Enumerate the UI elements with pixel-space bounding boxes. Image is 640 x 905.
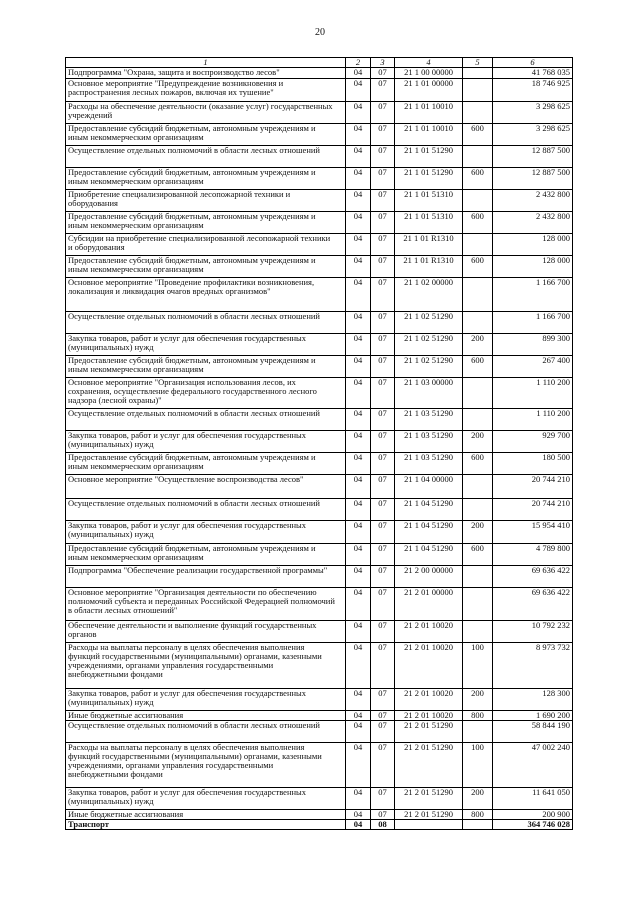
target-article-cell: 21 1 01 10010 xyxy=(395,102,463,124)
column-number-1: 1 xyxy=(66,58,346,68)
subsection-code-cell: 07 xyxy=(371,124,395,146)
expense-type-cell xyxy=(463,409,493,431)
target-article-cell: 21 1 04 51290 xyxy=(395,521,463,544)
amount-cell: 929 700 xyxy=(493,431,573,453)
table-row xyxy=(66,721,573,743)
subsection-code-cell: 07 xyxy=(371,743,395,788)
subsection-code-cell: 07 xyxy=(371,689,395,711)
target-article-cell: 21 1 02 51290 xyxy=(395,334,463,356)
section-code-cell: 04 xyxy=(346,521,371,544)
subsection-code-cell: 07 xyxy=(371,475,395,499)
target-article-cell: 21 1 04 00000 xyxy=(395,475,463,499)
section-code-cell: 04 xyxy=(346,409,371,431)
target-article-cell: 21 1 01 R1310 xyxy=(395,256,463,278)
section-code-cell: 04 xyxy=(346,312,371,334)
table-row xyxy=(66,431,573,453)
target-article-cell xyxy=(395,820,463,830)
subsection-code-cell: 07 xyxy=(371,453,395,475)
amount-cell: 1 110 200 xyxy=(493,409,573,431)
subsection-code-cell: 07 xyxy=(371,721,395,743)
amount-cell: 1 110 200 xyxy=(493,378,573,409)
section-code-cell: 04 xyxy=(346,234,371,256)
subsection-code-cell: 07 xyxy=(371,234,395,256)
expense-name-cell: Предоставление субсидий бюджетным, автономным учреждениям и иным некоммерческим организациям xyxy=(66,124,346,146)
amount-cell: 267 400 xyxy=(493,356,573,378)
table-header-row xyxy=(66,58,573,68)
table-row xyxy=(66,234,573,256)
amount-cell: 69 636 422 xyxy=(493,566,573,588)
amount-cell: 2 432 800 xyxy=(493,212,573,234)
expense-type-cell: 600 xyxy=(463,212,493,234)
amount-cell: 128 000 xyxy=(493,256,573,278)
column-number-4: 4 xyxy=(395,58,463,68)
expense-type-cell xyxy=(463,721,493,743)
section-code-cell: 04 xyxy=(346,278,371,312)
target-article-cell: 21 2 01 51290 xyxy=(395,743,463,788)
subsection-code-cell: 07 xyxy=(371,521,395,544)
subsection-code-cell: 07 xyxy=(371,431,395,453)
amount-cell: 4 789 800 xyxy=(493,544,573,566)
column-number-2: 2 xyxy=(346,58,371,68)
subsection-code-cell: 08 xyxy=(371,820,395,830)
target-article-cell: 21 1 01 10010 xyxy=(395,124,463,146)
subsection-code-cell: 07 xyxy=(371,256,395,278)
table-row xyxy=(66,334,573,356)
expense-name-cell: Транспорт xyxy=(66,820,346,830)
subsection-code-cell: 07 xyxy=(371,312,395,334)
expense-name-cell: Основное мероприятие "Организация использования лесов, их сохранения, осуществление федерального государственного лесного надзора (лесной охраны)" xyxy=(66,378,346,409)
budget-table xyxy=(65,57,573,830)
expense-name-cell: Основное мероприятие "Осуществление воспроизводства лесов" xyxy=(66,475,346,499)
subsection-code-cell: 07 xyxy=(371,68,395,79)
table-row xyxy=(66,544,573,566)
expense-type-cell: 200 xyxy=(463,521,493,544)
amount-cell: 3 298 625 xyxy=(493,102,573,124)
table-row xyxy=(66,356,573,378)
subsection-code-cell: 07 xyxy=(371,102,395,124)
table-row xyxy=(66,312,573,334)
expense-type-cell: 200 xyxy=(463,689,493,711)
target-article-cell: 21 2 01 10020 xyxy=(395,711,463,721)
section-code-cell: 04 xyxy=(346,711,371,721)
table-row xyxy=(66,256,573,278)
section-code-cell: 04 xyxy=(346,212,371,234)
table-row xyxy=(66,68,573,79)
table-row xyxy=(66,588,573,621)
amount-cell: 58 844 190 xyxy=(493,721,573,743)
table-row xyxy=(66,788,573,810)
expense-type-cell xyxy=(463,499,493,521)
expense-type-cell: 200 xyxy=(463,788,493,810)
expense-name-cell: Предоставление субсидий бюджетным, автономным учреждениям и иным некоммерческим организациям xyxy=(66,168,346,190)
expense-name-cell: Субсидии на приобретение специализированной лесопожарной техники и оборудования xyxy=(66,234,346,256)
table-row xyxy=(66,521,573,544)
expense-type-cell: 100 xyxy=(463,743,493,788)
table-row xyxy=(66,124,573,146)
amount-cell: 8 973 732 xyxy=(493,643,573,689)
section-code-cell: 04 xyxy=(346,588,371,621)
target-article-cell: 21 1 01 51310 xyxy=(395,190,463,212)
target-article-cell: 21 2 01 51290 xyxy=(395,810,463,820)
expense-name-cell: Закупка товаров, работ и услуг для обеспечения государственных (муниципальных) нужд xyxy=(66,431,346,453)
section-code-cell: 04 xyxy=(346,788,371,810)
expense-type-cell xyxy=(463,621,493,643)
target-article-cell: 21 1 03 51290 xyxy=(395,409,463,431)
amount-cell: 12 887 500 xyxy=(493,168,573,190)
amount-cell: 20 744 210 xyxy=(493,475,573,499)
amount-cell: 15 954 410 xyxy=(493,521,573,544)
subsection-code-cell: 07 xyxy=(371,643,395,689)
target-article-cell: 21 1 01 R1310 xyxy=(395,234,463,256)
table-row xyxy=(66,212,573,234)
subsection-code-cell: 07 xyxy=(371,499,395,521)
table-row xyxy=(66,621,573,643)
amount-cell: 1 166 700 xyxy=(493,312,573,334)
table-row xyxy=(66,79,573,102)
target-article-cell: 21 1 03 51290 xyxy=(395,431,463,453)
section-code-cell: 04 xyxy=(346,334,371,356)
amount-cell: 200 900 xyxy=(493,810,573,820)
expense-type-cell: 600 xyxy=(463,256,493,278)
subsection-code-cell: 07 xyxy=(371,334,395,356)
subsection-code-cell: 07 xyxy=(371,566,395,588)
target-article-cell: 21 2 01 10020 xyxy=(395,689,463,711)
expense-name-cell: Приобретение специализированной лесопожарной техники и оборудования xyxy=(66,190,346,212)
subsection-code-cell: 07 xyxy=(371,711,395,721)
target-article-cell: 21 2 01 00000 xyxy=(395,588,463,621)
expense-name-cell: Расходы на выплаты персоналу в целях обеспечения выполнения функций государственными (муниципальными) органами, казенными учреждениями, органами управления государственными внебюджетными фондами xyxy=(66,743,346,788)
subsection-code-cell: 07 xyxy=(371,810,395,820)
amount-cell: 47 002 240 xyxy=(493,743,573,788)
expense-name-cell: Основное мероприятие "Организация деятельности по обеспечению полномочий субъекта и переданных Российской Федерацией полномочий в области лесных отношений" xyxy=(66,588,346,621)
amount-cell: 11 641 050 xyxy=(493,788,573,810)
expense-name-cell: Осуществление отдельных полномочий в области лесных отношений xyxy=(66,409,346,431)
section-code-cell: 04 xyxy=(346,168,371,190)
expense-type-cell: 200 xyxy=(463,334,493,356)
target-article-cell: 21 2 01 10020 xyxy=(395,643,463,689)
target-article-cell: 21 1 02 51290 xyxy=(395,356,463,378)
expense-type-cell xyxy=(463,102,493,124)
section-code-cell: 04 xyxy=(346,68,371,79)
expense-type-cell: 600 xyxy=(463,356,493,378)
section-code-cell: 04 xyxy=(346,453,371,475)
section-code-cell: 04 xyxy=(346,810,371,820)
table-row xyxy=(66,475,573,499)
section-code-cell: 04 xyxy=(346,356,371,378)
section-code-cell: 04 xyxy=(346,743,371,788)
amount-cell: 128 300 xyxy=(493,689,573,711)
section-code-cell: 04 xyxy=(346,475,371,499)
amount-cell: 128 000 xyxy=(493,234,573,256)
expense-type-cell xyxy=(463,475,493,499)
expense-type-cell: 800 xyxy=(463,810,493,820)
expense-type-cell: 600 xyxy=(463,544,493,566)
expense-name-cell: Обеспечение деятельности и выполнение функций государственных органов xyxy=(66,621,346,643)
subsection-code-cell: 07 xyxy=(371,378,395,409)
expense-type-cell xyxy=(463,588,493,621)
expense-type-cell xyxy=(463,146,493,168)
section-code-cell: 04 xyxy=(346,621,371,643)
table-row xyxy=(66,409,573,431)
amount-cell: 364 746 028 xyxy=(493,820,573,830)
expense-name-cell: Закупка товаров, работ и услуг для обеспечения государственных (муниципальных) нужд xyxy=(66,334,346,356)
expense-type-cell xyxy=(463,566,493,588)
section-code-cell: 04 xyxy=(346,190,371,212)
expense-name-cell: Закупка товаров, работ и услуг для обеспечения государственных (муниципальных) нужд xyxy=(66,788,346,810)
target-article-cell: 21 2 01 51290 xyxy=(395,721,463,743)
section-code-cell: 04 xyxy=(346,721,371,743)
expense-type-cell: 100 xyxy=(463,643,493,689)
target-article-cell: 21 1 01 51290 xyxy=(395,146,463,168)
subsection-code-cell: 07 xyxy=(371,356,395,378)
expense-type-cell: 600 xyxy=(463,453,493,475)
subsection-code-cell: 07 xyxy=(371,621,395,643)
target-article-cell: 21 1 03 51290 xyxy=(395,453,463,475)
expense-type-cell xyxy=(463,278,493,312)
expense-type-cell: 200 xyxy=(463,431,493,453)
target-article-cell: 21 1 01 51310 xyxy=(395,212,463,234)
target-article-cell: 21 1 02 00000 xyxy=(395,278,463,312)
section-code-cell: 04 xyxy=(346,820,371,830)
expense-name-cell: Предоставление субсидий бюджетным, автономным учреждениям и иным некоммерческим организациям xyxy=(66,544,346,566)
section-code-cell: 04 xyxy=(346,124,371,146)
amount-cell: 899 300 xyxy=(493,334,573,356)
amount-cell: 69 636 422 xyxy=(493,588,573,621)
subsection-code-cell: 07 xyxy=(371,588,395,621)
subsection-code-cell: 07 xyxy=(371,190,395,212)
table-row xyxy=(66,643,573,689)
expense-type-cell xyxy=(463,234,493,256)
amount-cell: 180 500 xyxy=(493,453,573,475)
table-row xyxy=(66,743,573,788)
column-number-6: 6 xyxy=(493,58,573,68)
section-code-cell: 04 xyxy=(346,378,371,409)
expense-name-cell: Предоставление субсидий бюджетным, автономным учреждениям и иным некоммерческим организациям xyxy=(66,212,346,234)
expense-name-cell: Осуществление отдельных полномочий в области лесных отношений xyxy=(66,721,346,743)
section-code-cell: 04 xyxy=(346,499,371,521)
amount-cell: 18 746 925 xyxy=(493,79,573,102)
expense-name-cell: Подпрограмма "Обеспечение реализации государственной программы" xyxy=(66,566,346,588)
table-row xyxy=(66,820,573,830)
expense-name-cell: Расходы на обеспечение деятельности (оказание услуг) государственных учреждений xyxy=(66,102,346,124)
column-number-5: 5 xyxy=(463,58,493,68)
section-code-cell: 04 xyxy=(346,79,371,102)
table-row xyxy=(66,499,573,521)
target-article-cell: 21 2 01 51290 xyxy=(395,788,463,810)
target-article-cell: 21 1 04 51290 xyxy=(395,499,463,521)
expense-type-cell: 800 xyxy=(463,711,493,721)
expense-name-cell: Иные бюджетные ассигнования xyxy=(66,810,346,820)
expense-type-cell xyxy=(463,378,493,409)
subsection-code-cell: 07 xyxy=(371,788,395,810)
section-code-cell: 04 xyxy=(346,643,371,689)
expense-name-cell: Закупка товаров, работ и услуг для обеспечения государственных (муниципальных) нужд xyxy=(66,689,346,711)
expense-name-cell: Закупка товаров, работ и услуг для обеспечения государственных (муниципальных) нужд xyxy=(66,521,346,544)
target-article-cell: 21 2 00 00000 xyxy=(395,566,463,588)
expense-name-cell: Основное мероприятие "Проведение профилактики возникновения, локализация и ликвидация очагов вредных организмов" xyxy=(66,278,346,312)
subsection-code-cell: 07 xyxy=(371,544,395,566)
expense-name-cell: Предоставление субсидий бюджетным, автономным учреждениям и иным некоммерческим организациям xyxy=(66,256,346,278)
table-row xyxy=(66,810,573,820)
table-row xyxy=(66,190,573,212)
section-code-cell: 04 xyxy=(346,689,371,711)
subsection-code-cell: 07 xyxy=(371,146,395,168)
amount-cell: 2 432 800 xyxy=(493,190,573,212)
target-article-cell: 21 1 01 00000 xyxy=(395,79,463,102)
expense-name-cell: Осуществление отдельных полномочий в области лесных отношений xyxy=(66,499,346,521)
table-row xyxy=(66,146,573,168)
column-number-3: 3 xyxy=(371,58,395,68)
expense-type-cell xyxy=(463,312,493,334)
expense-type-cell: 600 xyxy=(463,168,493,190)
table-row xyxy=(66,453,573,475)
section-code-cell: 04 xyxy=(346,431,371,453)
expense-type-cell xyxy=(463,68,493,79)
amount-cell: 1 690 200 xyxy=(493,711,573,721)
expense-name-cell: Иные бюджетные ассигнования xyxy=(66,711,346,721)
section-code-cell: 04 xyxy=(346,146,371,168)
expense-type-cell xyxy=(463,820,493,830)
expense-type-cell: 600 xyxy=(463,124,493,146)
amount-cell: 41 768 035 xyxy=(493,68,573,79)
expense-name-cell: Предоставление субсидий бюджетным, автономным учреждениям и иным некоммерческим организациям xyxy=(66,356,346,378)
expense-name-cell: Основное мероприятие "Предупреждение возникновения и распространения лесных пожаров, включая их тушение" xyxy=(66,79,346,102)
expense-type-cell xyxy=(463,79,493,102)
section-code-cell: 04 xyxy=(346,566,371,588)
amount-cell: 12 887 500 xyxy=(493,146,573,168)
target-article-cell: 21 1 01 51290 xyxy=(395,168,463,190)
target-article-cell: 21 1 00 00000 xyxy=(395,68,463,79)
expense-name-cell: Предоставление субсидий бюджетным, автономным учреждениям и иным некоммерческим организациям xyxy=(66,453,346,475)
expense-name-cell: Подпрограмма "Охрана, защита и воспроизводство лесов" xyxy=(66,68,346,79)
expense-type-cell xyxy=(463,190,493,212)
section-code-cell: 04 xyxy=(346,102,371,124)
table-row xyxy=(66,278,573,312)
target-article-cell: 21 2 01 10020 xyxy=(395,621,463,643)
subsection-code-cell: 07 xyxy=(371,79,395,102)
table-row xyxy=(66,566,573,588)
table-row xyxy=(66,378,573,409)
amount-cell: 10 792 232 xyxy=(493,621,573,643)
subsection-code-cell: 07 xyxy=(371,168,395,190)
amount-cell: 1 166 700 xyxy=(493,278,573,312)
subsection-code-cell: 07 xyxy=(371,278,395,312)
amount-cell: 20 744 210 xyxy=(493,499,573,521)
expense-name-cell: Осуществление отдельных полномочий в области лесных отношений xyxy=(66,146,346,168)
subsection-code-cell: 07 xyxy=(371,409,395,431)
table-row xyxy=(66,711,573,721)
amount-cell: 3 298 625 xyxy=(493,124,573,146)
table-row xyxy=(66,102,573,124)
target-article-cell: 21 1 03 00000 xyxy=(395,378,463,409)
subsection-code-cell: 07 xyxy=(371,212,395,234)
table-row xyxy=(66,689,573,711)
page-number: 20 xyxy=(315,27,325,38)
expense-name-cell: Расходы на выплаты персоналу в целях обеспечения выполнения функций государственными (муниципальными) органами, казенными учреждениями, органами управления государственными внебюджетными фондами xyxy=(66,643,346,689)
table-row xyxy=(66,168,573,190)
expense-name-cell: Осуществление отдельных полномочий в области лесных отношений xyxy=(66,312,346,334)
section-code-cell: 04 xyxy=(346,256,371,278)
section-code-cell: 04 xyxy=(346,544,371,566)
target-article-cell: 21 1 04 51290 xyxy=(395,544,463,566)
target-article-cell: 21 1 02 51290 xyxy=(395,312,463,334)
